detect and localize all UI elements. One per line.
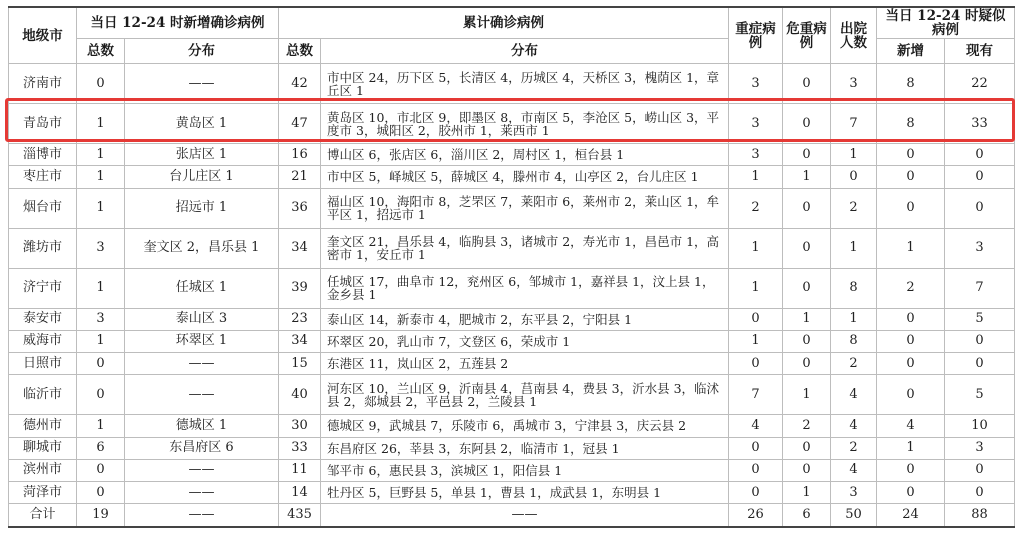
table-row xyxy=(9,188,1015,228)
cell-new-dist: 台儿庄区 1 xyxy=(125,166,279,188)
cell-cum-dist: 牡丹区 5，巨野县 5，单县 1，曹县 1，成武县 1，东明县 1 xyxy=(321,482,729,504)
cell-severe: 3 xyxy=(729,64,783,104)
cell-suspected-new: 0 xyxy=(877,144,945,166)
cell-suspected-current: 0 xyxy=(945,188,1015,228)
cell-new-dist: 泰山区 3 xyxy=(125,308,279,330)
cell-severe: 1 xyxy=(729,268,783,308)
cell-severe: 2 xyxy=(729,188,783,228)
cell-new-dist: 张店区 1 xyxy=(125,144,279,166)
cell-suspected-current: 3 xyxy=(945,228,1015,268)
header-suspected-group: 当日 12-24 时疑似病例 xyxy=(877,7,1015,39)
cell-cum-dist: —— xyxy=(321,504,729,527)
cell-new-dist: 东昌府区 6 xyxy=(125,437,279,459)
cell-discharged: 2 xyxy=(831,188,877,228)
cell-discharged: 7 xyxy=(831,104,877,144)
cell-city: 滨州市 xyxy=(9,459,77,481)
cell-new-total: 0 xyxy=(77,482,125,504)
cell-city: 泰安市 xyxy=(9,308,77,330)
cell-suspected-current: 7 xyxy=(945,268,1015,308)
cell-cum-total: 34 xyxy=(279,330,321,352)
cell-new-total: 0 xyxy=(77,64,125,104)
cell-new-total: 19 xyxy=(77,504,125,527)
table-row xyxy=(9,415,1015,437)
cell-new-total: 0 xyxy=(77,459,125,481)
cell-cum-dist: 博山区 6，张店区 6，淄川区 2，周村区 1，桓台县 1 xyxy=(321,144,729,166)
cell-city: 济南市 xyxy=(9,64,77,104)
cell-city: 菏泽市 xyxy=(9,482,77,504)
cell-suspected-current: 22 xyxy=(945,64,1015,104)
cell-severe: 0 xyxy=(729,482,783,504)
table-row xyxy=(9,375,1015,415)
cell-city: 聊城市 xyxy=(9,437,77,459)
cell-new-total: 1 xyxy=(77,330,125,352)
cell-suspected-new: 4 xyxy=(877,415,945,437)
cell-critical: 0 xyxy=(783,330,831,352)
cell-new-dist: —— xyxy=(125,375,279,415)
cell-severe: 3 xyxy=(729,144,783,166)
cell-cum-total: 40 xyxy=(279,375,321,415)
cell-city: 合计 xyxy=(9,504,77,527)
cell-critical: 0 xyxy=(783,104,831,144)
cell-cum-total: 15 xyxy=(279,353,321,375)
header-new-group: 当日 12-24 时新增确诊病例 xyxy=(77,7,279,39)
header-new-total: 总数 xyxy=(77,39,125,64)
cell-cum-dist: 市中区 5，峄城区 5，薛城区 4，滕州市 4，山亭区 2，台儿庄区 1 xyxy=(321,166,729,188)
cell-cum-dist: 东昌府区 26，莘县 3，东阿县 2，临清市 1，冠县 1 xyxy=(321,437,729,459)
cell-critical: 1 xyxy=(783,308,831,330)
cell-suspected-current: 0 xyxy=(945,330,1015,352)
cell-new-dist: 任城区 1 xyxy=(125,268,279,308)
cell-discharged: 4 xyxy=(831,459,877,481)
cell-critical: 0 xyxy=(783,188,831,228)
cell-new-dist: 环翠区 1 xyxy=(125,330,279,352)
cell-cum-total: 39 xyxy=(279,268,321,308)
cell-cum-total: 47 xyxy=(279,104,321,144)
cell-new-total: 1 xyxy=(77,188,125,228)
cell-critical: 0 xyxy=(783,353,831,375)
cell-new-dist: —— xyxy=(125,482,279,504)
table-row xyxy=(9,268,1015,308)
cell-cum-total: 42 xyxy=(279,64,321,104)
table-row xyxy=(9,308,1015,330)
cell-suspected-new: 8 xyxy=(877,64,945,104)
cell-new-total: 3 xyxy=(77,228,125,268)
cell-new-total: 0 xyxy=(77,353,125,375)
header-cum-dist: 分布 xyxy=(321,39,729,64)
cell-suspected-new: 0 xyxy=(877,330,945,352)
cell-critical: 0 xyxy=(783,459,831,481)
header-new-dist: 分布 xyxy=(125,39,279,64)
total-row xyxy=(9,504,1015,527)
cell-critical: 0 xyxy=(783,144,831,166)
cell-critical: 1 xyxy=(783,375,831,415)
cell-new-dist: —— xyxy=(125,504,279,527)
cell-cum-total: 34 xyxy=(279,228,321,268)
cell-suspected-current: 5 xyxy=(945,375,1015,415)
cell-new-dist: —— xyxy=(125,353,279,375)
cell-severe: 1 xyxy=(729,166,783,188)
cell-suspected-current: 10 xyxy=(945,415,1015,437)
cell-cum-total: 33 xyxy=(279,437,321,459)
cell-severe: 1 xyxy=(729,330,783,352)
cell-critical: 1 xyxy=(783,482,831,504)
cell-city: 烟台市 xyxy=(9,188,77,228)
cell-city: 青岛市 xyxy=(9,104,77,144)
table-row xyxy=(9,144,1015,166)
cell-cum-total: 14 xyxy=(279,482,321,504)
cell-new-total: 1 xyxy=(77,166,125,188)
header-suspected-new: 新增 xyxy=(877,39,945,64)
table-row xyxy=(9,166,1015,188)
cell-severe: 3 xyxy=(729,104,783,144)
case-table-container xyxy=(8,6,1014,528)
table-row xyxy=(9,64,1015,104)
cell-suspected-new: 24 xyxy=(877,504,945,527)
header-severe: 重症病例 xyxy=(729,7,783,64)
cell-cum-dist: 泰山区 14，新泰市 4，肥城市 2，东平县 2，宁阳县 1 xyxy=(321,308,729,330)
cell-new-dist: —— xyxy=(125,64,279,104)
cell-city: 临沂市 xyxy=(9,375,77,415)
cell-discharged: 4 xyxy=(831,415,877,437)
cell-new-total: 1 xyxy=(77,268,125,308)
cell-discharged: 3 xyxy=(831,64,877,104)
cell-severe: 4 xyxy=(729,415,783,437)
cell-suspected-new: 2 xyxy=(877,268,945,308)
cell-severe: 0 xyxy=(729,459,783,481)
cell-new-dist: 招远市 1 xyxy=(125,188,279,228)
cell-cum-dist: 福山区 10，海阳市 8，芝罘区 7，莱阳市 6，莱州市 2，莱山区 1，牟平区 1，招远市 1 xyxy=(321,188,729,228)
cell-city: 威海市 xyxy=(9,330,77,352)
header-suspected-current: 现有 xyxy=(945,39,1015,64)
table-row xyxy=(9,353,1015,375)
cell-suspected-current: 33 xyxy=(945,104,1015,144)
cell-suspected-new: 0 xyxy=(877,166,945,188)
cell-discharged: 8 xyxy=(831,268,877,308)
cell-city: 淄博市 xyxy=(9,144,77,166)
cell-suspected-current: 0 xyxy=(945,353,1015,375)
table-row xyxy=(9,482,1015,504)
cell-new-total: 0 xyxy=(77,375,125,415)
cell-severe: 0 xyxy=(729,308,783,330)
cell-suspected-current: 0 xyxy=(945,482,1015,504)
cell-critical: 0 xyxy=(783,268,831,308)
cell-severe: 1 xyxy=(729,228,783,268)
cell-critical: 0 xyxy=(783,437,831,459)
cell-suspected-new: 0 xyxy=(877,375,945,415)
cell-cum-total: 36 xyxy=(279,188,321,228)
cell-suspected-current: 0 xyxy=(945,144,1015,166)
cell-severe: 7 xyxy=(729,375,783,415)
cell-discharged: 3 xyxy=(831,482,877,504)
cell-suspected-current: 0 xyxy=(945,459,1015,481)
cell-severe: 0 xyxy=(729,353,783,375)
cell-discharged: 2 xyxy=(831,353,877,375)
cell-city: 济宁市 xyxy=(9,268,77,308)
header-cum-group: 累计确诊病例 xyxy=(279,7,729,39)
table-row xyxy=(9,104,1015,144)
cell-new-dist: 奎文区 2，昌乐县 1 xyxy=(125,228,279,268)
header-critical: 危重病例 xyxy=(783,7,831,64)
cell-new-total: 1 xyxy=(77,104,125,144)
cell-cum-dist: 邹平市 6，惠民县 3，滨城区 1，阳信县 1 xyxy=(321,459,729,481)
case-table xyxy=(8,6,1015,528)
cell-cum-total: 435 xyxy=(279,504,321,527)
cell-cum-dist: 市中区 24，历下区 5，长清区 4，历城区 4，天桥区 3，槐荫区 1，章丘区 1 xyxy=(321,64,729,104)
cell-suspected-new: 8 xyxy=(877,104,945,144)
cell-cum-total: 16 xyxy=(279,144,321,166)
cell-suspected-new: 1 xyxy=(877,228,945,268)
cell-cum-dist: 任城区 17，曲阜市 12，兖州区 6，邹城市 1，嘉祥县 1，汶上县 1，金乡县 1 xyxy=(321,268,729,308)
cell-new-total: 6 xyxy=(77,437,125,459)
cell-cum-dist: 德城区 9，武城县 7，乐陵市 6，禹城市 3，宁津县 3，庆云县 2 xyxy=(321,415,729,437)
cell-discharged: 0 xyxy=(831,166,877,188)
cell-suspected-current: 88 xyxy=(945,504,1015,527)
cell-suspected-new: 0 xyxy=(877,308,945,330)
cell-cum-dist: 河东区 10，兰山区 9，沂南县 4，莒南县 4，费县 3，沂水县 3，临沭县 2，郯城县 2，平邑县 2，兰陵县 1 xyxy=(321,375,729,415)
cell-discharged: 4 xyxy=(831,375,877,415)
cell-critical: 2 xyxy=(783,415,831,437)
cell-suspected-current: 0 xyxy=(945,166,1015,188)
cell-suspected-current: 5 xyxy=(945,308,1015,330)
cell-new-dist: 德城区 1 xyxy=(125,415,279,437)
cell-cum-total: 23 xyxy=(279,308,321,330)
cell-suspected-new: 0 xyxy=(877,188,945,228)
cell-cum-dist: 黄岛区 10，市北区 9，即墨区 8，市南区 5，李沧区 5，崂山区 3，平度市 3，城阳区 2，胶州市 1，莱西市 1 xyxy=(321,104,729,144)
header-cum-total: 总数 xyxy=(279,39,321,64)
cell-critical: 0 xyxy=(783,228,831,268)
cell-suspected-new: 1 xyxy=(877,437,945,459)
cell-city: 枣庄市 xyxy=(9,166,77,188)
cell-discharged: 1 xyxy=(831,308,877,330)
cell-suspected-new: 0 xyxy=(877,482,945,504)
table-row xyxy=(9,437,1015,459)
cell-new-dist: —— xyxy=(125,459,279,481)
cell-new-dist: 黄岛区 1 xyxy=(125,104,279,144)
cell-discharged: 8 xyxy=(831,330,877,352)
cell-city: 潍坊市 xyxy=(9,228,77,268)
cell-cum-total: 11 xyxy=(279,459,321,481)
cell-critical: 0 xyxy=(783,64,831,104)
header-discharged: 出院人数 xyxy=(831,7,877,64)
cell-cum-total: 21 xyxy=(279,166,321,188)
cell-suspected-new: 0 xyxy=(877,353,945,375)
cell-new-total: 3 xyxy=(77,308,125,330)
cell-discharged: 2 xyxy=(831,437,877,459)
header-city: 地级市 xyxy=(9,7,77,64)
table-row xyxy=(9,228,1015,268)
cell-discharged: 50 xyxy=(831,504,877,527)
cell-cum-dist: 东港区 11，岚山区 2，五莲县 2 xyxy=(321,353,729,375)
cell-suspected-current: 3 xyxy=(945,437,1015,459)
cell-suspected-new: 0 xyxy=(877,459,945,481)
cell-cum-dist: 环翠区 20，乳山市 7，文登区 6，荣成市 1 xyxy=(321,330,729,352)
cell-city: 日照市 xyxy=(9,353,77,375)
cell-cum-total: 30 xyxy=(279,415,321,437)
cell-discharged: 1 xyxy=(831,144,877,166)
table-row xyxy=(9,330,1015,352)
cell-new-total: 1 xyxy=(77,144,125,166)
cell-severe: 0 xyxy=(729,437,783,459)
cell-severe: 26 xyxy=(729,504,783,527)
cell-critical: 6 xyxy=(783,504,831,527)
table-row xyxy=(9,459,1015,481)
cell-city: 德州市 xyxy=(9,415,77,437)
cell-new-total: 1 xyxy=(77,415,125,437)
cell-cum-dist: 奎文区 21，昌乐县 4，临朐县 3，诸城市 2，寿光市 1，昌邑市 1，高密市 1，安丘市 1 xyxy=(321,228,729,268)
cell-critical: 1 xyxy=(783,166,831,188)
cell-discharged: 1 xyxy=(831,228,877,268)
